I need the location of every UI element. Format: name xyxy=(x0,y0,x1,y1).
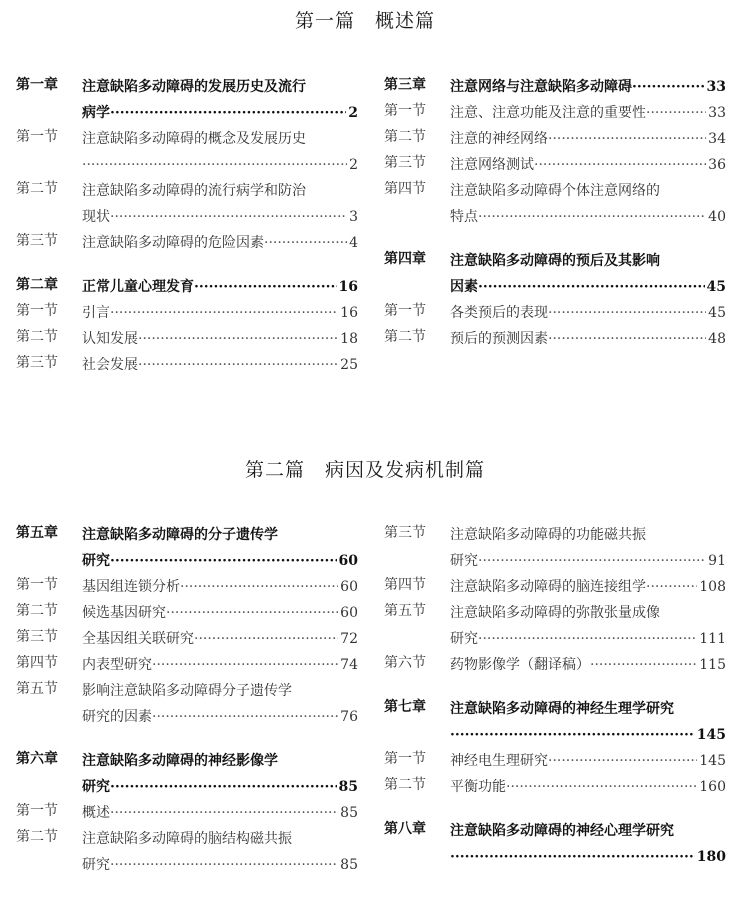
dot-leader xyxy=(590,652,697,678)
chapter-title: 研究 xyxy=(82,779,110,795)
toc-section-entry[interactable] xyxy=(384,100,726,126)
chapter-number: 第六章 xyxy=(16,751,58,767)
section-title: 研究 xyxy=(450,553,478,569)
dot-leader xyxy=(110,300,338,326)
toc-section-entry[interactable] xyxy=(16,826,358,878)
section-title: 候选基因研究 xyxy=(82,605,166,621)
chapter-number: 第七章 xyxy=(384,699,426,715)
section-number: 第二节 xyxy=(384,129,426,145)
section-number: 第三节 xyxy=(16,233,58,249)
toc-section-entry[interactable] xyxy=(384,126,726,152)
page-number: 60 xyxy=(340,579,358,595)
dot-leader xyxy=(450,722,695,748)
page-number: 74 xyxy=(340,657,358,673)
section-number: 第四节 xyxy=(384,577,426,593)
section-title: 认知发展 xyxy=(82,331,138,347)
dot-leader xyxy=(110,852,338,878)
toc-column-left xyxy=(16,74,358,378)
toc-section-entry[interactable] xyxy=(384,522,726,574)
section-title: 引言 xyxy=(82,305,110,321)
toc-section-entry[interactable] xyxy=(16,800,358,826)
dot-leader xyxy=(110,100,346,126)
chapter-title: 注意缺陷多动障碍的神经心理学研究 xyxy=(450,823,674,839)
dot-leader xyxy=(180,574,338,600)
section-title: 注意的神经网络 xyxy=(450,131,548,147)
toc-section-entry[interactable] xyxy=(384,152,726,178)
section-title: 注意缺陷多动障碍的脑连接组学 xyxy=(450,579,646,595)
section-title: 预后的预测因素 xyxy=(450,331,548,347)
section-number: 第二节 xyxy=(16,181,58,197)
dot-leader xyxy=(264,230,347,256)
dot-leader xyxy=(548,748,697,774)
toc-section-entry[interactable] xyxy=(16,626,358,652)
dot-leader xyxy=(82,152,347,178)
section-title: 全基因组关联研究 xyxy=(82,631,194,647)
section-number: 第一节 xyxy=(16,129,58,145)
section-number: 第一节 xyxy=(16,803,58,819)
page-number: 160 xyxy=(699,779,726,795)
dot-leader xyxy=(194,274,337,300)
section-number: 第一节 xyxy=(384,103,426,119)
dot-leader xyxy=(548,126,706,152)
section-title: 现状 xyxy=(82,209,110,225)
chapter-title: 注意缺陷多动障碍的神经生理学研究 xyxy=(450,701,674,717)
section-title: 概述 xyxy=(82,805,110,821)
chapter-title: 注意缺陷多动障碍的预后及其影响 xyxy=(450,253,660,269)
section-number: 第五节 xyxy=(16,681,58,697)
toc-section-entry[interactable] xyxy=(16,300,358,326)
section-number: 第三节 xyxy=(384,155,426,171)
chapter-title: 正常儿童心理发育 xyxy=(82,279,194,295)
chapter-number: 第五章 xyxy=(16,525,58,541)
section-title: 注意缺陷多动障碍的概念及发展历史 xyxy=(82,131,306,147)
page-number: 4 xyxy=(349,235,358,251)
toc-section-entry[interactable] xyxy=(16,678,358,730)
section-title: 各类预后的表现 xyxy=(450,305,548,321)
section-title: 内表型研究 xyxy=(82,657,152,673)
section-title: 注意缺陷多动障碍的危险因素 xyxy=(82,235,264,251)
chapter-title: 注意网络与注意缺陷多动障碍 xyxy=(450,79,632,95)
toc-column-right xyxy=(384,74,726,352)
chapter-number: 第八章 xyxy=(384,821,426,837)
section-title: 注意网络测试 xyxy=(450,157,534,173)
toc-chapter-entry[interactable] xyxy=(16,522,358,574)
section-number: 第一节 xyxy=(16,577,58,593)
section-title: 注意缺陷多动障碍的脑结构磁共振 xyxy=(82,831,292,847)
page-number: 40 xyxy=(708,209,726,225)
page-number: 16 xyxy=(340,305,358,321)
section-title: 特点 xyxy=(450,209,478,225)
toc-section-entry[interactable] xyxy=(16,230,358,256)
toc-chapter-entry[interactable] xyxy=(384,248,726,300)
section-number: 第二节 xyxy=(16,603,58,619)
toc-section-entry[interactable] xyxy=(16,352,358,378)
dot-leader xyxy=(152,652,338,678)
page-number: 115 xyxy=(699,657,726,673)
dot-leader xyxy=(138,352,338,378)
dot-leader xyxy=(110,548,337,574)
toc-section-entry[interactable] xyxy=(384,300,726,326)
page-number: 85 xyxy=(338,779,358,795)
toc-section-entry[interactable] xyxy=(384,600,726,652)
section-number: 第三节 xyxy=(16,629,58,645)
section-number: 第三节 xyxy=(384,525,426,541)
toc-section-entry[interactable] xyxy=(16,652,358,678)
dot-leader xyxy=(138,326,338,352)
dot-leader xyxy=(534,152,706,178)
part-title: 第二篇 病因及发病机制篇 xyxy=(244,459,485,481)
page-number: 145 xyxy=(696,727,726,743)
toc-column-right xyxy=(384,522,726,870)
section-title: 社会发展 xyxy=(82,357,138,373)
section-title: 药物影像学（翻译稿） xyxy=(450,657,590,673)
section-title: 研究 xyxy=(450,631,478,647)
toc-column-left xyxy=(16,522,358,878)
page-number: 3 xyxy=(349,209,358,225)
dot-leader xyxy=(478,204,706,230)
page-number: 34 xyxy=(708,131,726,147)
dot-leader xyxy=(166,600,338,626)
toc-chapter-entry[interactable] xyxy=(16,74,358,126)
page-number: 60 xyxy=(338,553,358,569)
section-number: 第四节 xyxy=(16,655,58,671)
dot-leader xyxy=(646,574,697,600)
page-number: 36 xyxy=(708,157,726,173)
dot-leader xyxy=(646,100,706,126)
toc-section-entry[interactable] xyxy=(384,574,726,600)
toc-chapter-entry[interactable] xyxy=(16,748,358,800)
dot-leader xyxy=(632,74,705,100)
toc-section-entry[interactable] xyxy=(384,178,726,230)
chapter-number: 第一章 xyxy=(16,77,58,93)
toc-section-entry[interactable] xyxy=(384,326,726,352)
page-number: 48 xyxy=(708,331,726,347)
section-number: 第一节 xyxy=(16,303,58,319)
page-number: 145 xyxy=(699,753,726,769)
section-title: 影响注意缺陷多动障碍分子遗传学 xyxy=(82,683,292,699)
page-number: 2 xyxy=(349,157,358,173)
section-title: 神经电生理研究 xyxy=(450,753,548,769)
chapter-title: 注意缺陷多动障碍的发展历史及流行 xyxy=(82,79,306,95)
chapter-number: 第二章 xyxy=(16,277,58,293)
part-title: 第一篇 概述篇 xyxy=(294,10,435,32)
section-title: 注意缺陷多动障碍个体注意网络的 xyxy=(450,183,660,199)
dot-leader xyxy=(110,774,337,800)
section-title: 注意、注意功能及注意的重要性 xyxy=(450,105,646,121)
section-title: 注意缺陷多动障碍的弥散张量成像 xyxy=(450,605,660,621)
section-title: 研究 xyxy=(82,857,110,873)
chapter-title: 注意缺陷多动障碍的分子遗传学 xyxy=(82,527,278,543)
page-number: 45 xyxy=(708,305,726,321)
chapter-title: 病学 xyxy=(82,105,110,121)
dot-leader xyxy=(110,800,338,826)
dot-leader xyxy=(548,326,706,352)
dot-leader xyxy=(548,300,706,326)
page-number: 180 xyxy=(696,849,726,865)
page-number: 91 xyxy=(708,553,726,569)
section-title: 基因组连锁分析 xyxy=(82,579,180,595)
toc-section-entry[interactable] xyxy=(16,574,358,600)
page-number: 45 xyxy=(706,279,726,295)
dot-leader xyxy=(194,626,338,652)
toc-section-entry[interactable] xyxy=(384,652,726,678)
chapter-number: 第三章 xyxy=(384,77,426,93)
section-title: 注意缺陷多动障碍的功能磁共振 xyxy=(450,527,646,543)
dot-leader xyxy=(450,844,695,870)
dot-leader xyxy=(478,626,697,652)
section-number: 第二节 xyxy=(384,329,426,345)
section-number: 第二节 xyxy=(384,777,426,793)
toc-section-entry[interactable] xyxy=(16,326,358,352)
toc-chapter-entry[interactable] xyxy=(16,274,358,300)
section-number: 第二节 xyxy=(16,329,58,345)
toc-section-entry[interactable] xyxy=(16,178,358,230)
page-number: 33 xyxy=(706,79,726,95)
page-number: 18 xyxy=(340,331,358,347)
section-number: 第二节 xyxy=(16,829,58,845)
page-number: 72 xyxy=(340,631,358,647)
section-number: 第四节 xyxy=(384,181,426,197)
toc-section-entry[interactable] xyxy=(16,600,358,626)
toc-section-entry[interactable] xyxy=(16,126,358,178)
section-number: 第五节 xyxy=(384,603,426,619)
page-number: 85 xyxy=(340,857,358,873)
chapter-title: 研究 xyxy=(82,553,110,569)
section-number: 第一节 xyxy=(384,751,426,767)
page-number: 2 xyxy=(348,105,358,121)
section-title: 平衡功能 xyxy=(450,779,506,795)
page-number: 85 xyxy=(340,805,358,821)
dot-leader xyxy=(478,274,705,300)
chapter-number: 第四章 xyxy=(384,251,426,267)
section-number: 第六节 xyxy=(384,655,426,671)
section-number: 第三节 xyxy=(16,355,58,371)
page-number: 76 xyxy=(340,709,358,725)
toc-section-entry[interactable] xyxy=(384,774,726,800)
page-number: 33 xyxy=(708,105,726,121)
chapter-title: 因素 xyxy=(450,279,478,295)
section-title: 注意缺陷多动障碍的流行病学和防治 xyxy=(82,183,306,199)
page-number: 111 xyxy=(699,631,726,647)
dot-leader xyxy=(506,774,697,800)
dot-leader xyxy=(152,704,338,730)
toc-chapter-entry[interactable] xyxy=(384,74,726,100)
toc-section-entry[interactable] xyxy=(384,748,726,774)
toc-chapter-entry[interactable] xyxy=(384,818,726,870)
page-number: 60 xyxy=(340,605,358,621)
toc-chapter-entry[interactable] xyxy=(384,696,726,748)
section-title: 研究的因素 xyxy=(82,709,152,725)
page-number: 108 xyxy=(699,579,726,595)
dot-leader xyxy=(110,204,347,230)
dot-leader xyxy=(478,548,706,574)
page-number: 16 xyxy=(338,279,358,295)
section-number: 第一节 xyxy=(384,303,426,319)
page-number: 25 xyxy=(340,357,358,373)
chapter-title: 注意缺陷多动障碍的神经影像学 xyxy=(82,753,278,769)
